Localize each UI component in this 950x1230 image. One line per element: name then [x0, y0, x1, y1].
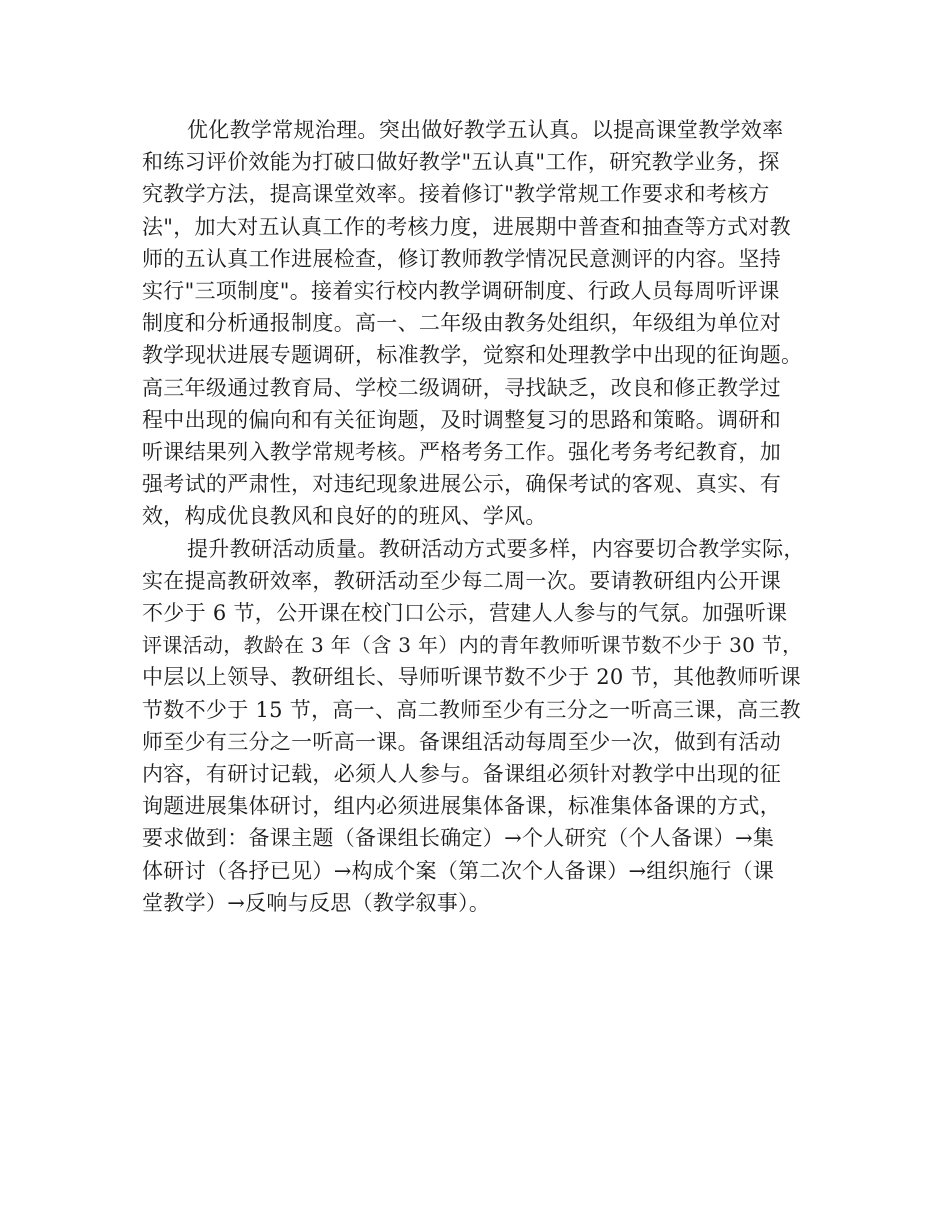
text-line: 优化教学常规治理。突出做好教学五认真。以提高课堂教学效率	[187, 118, 784, 142]
text-line: 听课结果列入教学常规考核。严格考务工作。强化考务考纪教育，加	[142, 440, 781, 464]
text-line: 制度和分析通报制度。高一、二年级由教务处组织，年级组为单位对	[142, 311, 781, 336]
text-line: 教学现状进展专题调研，标准教学，觉察和处理教学中出现的征询题。	[142, 343, 803, 368]
text-line: 师的五认真工作进展检查，修订教师教学情况民意测评的内容。坚持	[142, 246, 781, 271]
text-line: 体研讨（各抒已见）→构成个案（第二次个人备课）→组织施行（课	[142, 858, 775, 883]
text-line: 实在提高教研效率，教研活动至少每二周一次。要请教研组内公开课	[142, 568, 781, 593]
text-line: 效，构成优良教风和良好的的班风、学风。	[142, 504, 547, 529]
text-line: 要求做到：备课主题（备课组长确定）→个人研究（个人备课）→集	[142, 826, 775, 851]
text-line: 中层以上领导、教研组长、导师听课节数不少于 20 节，其他教师听课	[142, 665, 801, 690]
text-line: 法"，加大对五认真工作的考核力度，进展期中普查和抽查等方式对教	[142, 214, 791, 239]
text-line: 强考试的严肃性，对违纪现象进展公示，确保考试的客观、真实、有	[142, 472, 781, 497]
text-line: 堂教学）→反响与反思（教学叙事）。	[142, 890, 491, 915]
text-line: 高三年级通过教育局、学校二级调研，寻找缺乏，改良和修正教学过	[142, 375, 781, 400]
text-line: 评课活动，教龄在 3 年（含 3 年）内的青年教师听课节数不少于 30 节，	[142, 633, 803, 658]
text-line: 和练习评价效能为打破口做好教学"五认真"工作，研究教学业务，探	[142, 150, 780, 175]
text-line: 内容，有研讨记载，必须人人参与。备课组必须针对教学中出现的征	[142, 762, 781, 786]
text-line: 节数不少于 15 节，高一、高二教师至少有三分之一听高三课，高三教	[142, 697, 801, 722]
text-line: 提升教研活动质量。教研活动方式要多样，内容要切合教学实际，	[187, 536, 805, 561]
text-line: 询题进展集体研讨，组内必须进展集体备课，标准集体备课的方式，	[142, 794, 781, 819]
text-line: 师至少有三分之一听高一课。备课组活动每周至少一次，做到有活动	[142, 729, 781, 754]
text-line: 不少于 6 节，公开课在校门口公示，营建人人参与的气氛。加强听课	[142, 601, 788, 625]
text-line: 实行"三项制度"。接着实行校内教学调研制度、行政人员每周听评课	[142, 279, 780, 303]
text-line: 程中出现的偏向和有关征询题，及时调整复习的思路和策略。调研和	[142, 407, 781, 432]
text-line: 究教学方法，提高课堂效率。接着修订"教学常规工作要求和考核方	[142, 182, 770, 207]
